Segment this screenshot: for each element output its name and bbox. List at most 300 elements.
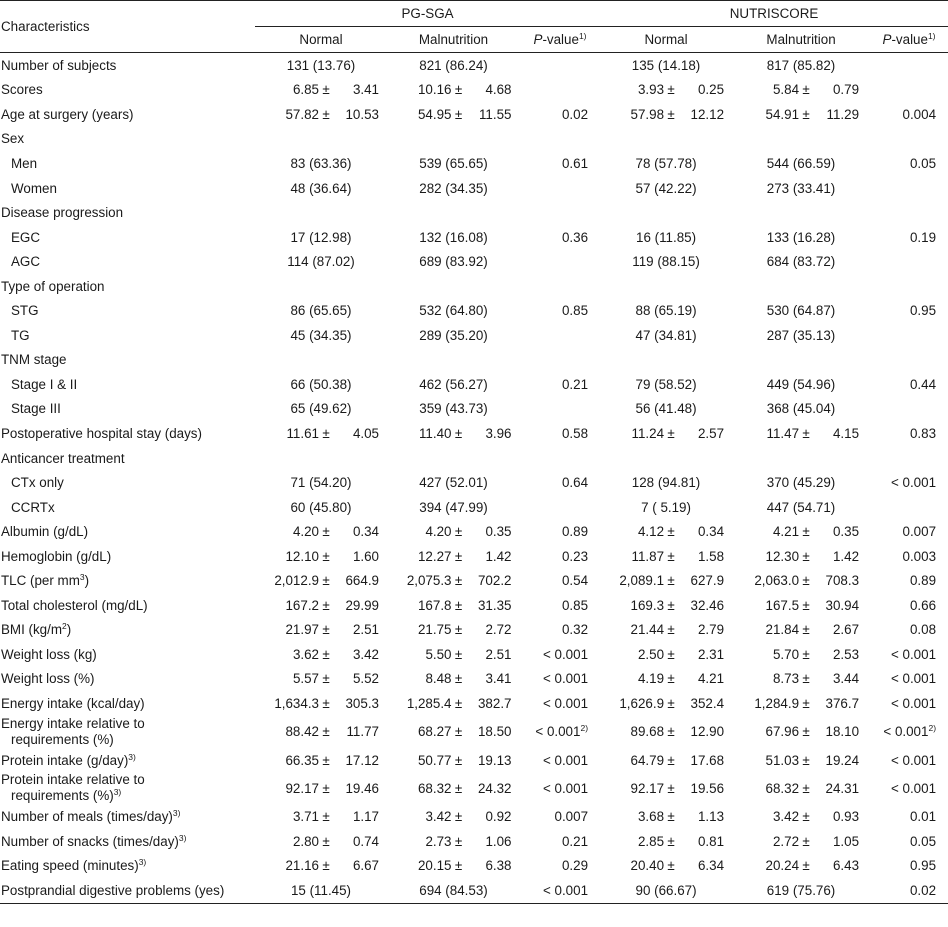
p-value-cell: [870, 53, 948, 78]
sd-value: 708.3: [825, 573, 860, 589]
p-value-cell: 0.95: [909, 303, 937, 319]
value-cell: 427 (52.01): [419, 475, 488, 491]
p-value-cell: 0.007: [554, 809, 589, 825]
plus-minus-sign: ±: [454, 524, 463, 540]
mean-value: 51.03: [765, 752, 800, 768]
row-label: Anticancer treatment: [1, 450, 125, 466]
plus-minus-sign: ±: [322, 106, 330, 122]
p-value-cell: 0.19: [909, 229, 937, 245]
plus-minus-sign: ±: [802, 548, 810, 564]
empty-cell: [600, 200, 732, 225]
row-label: Scores: [1, 82, 43, 98]
sd-value: 3.41: [352, 82, 379, 98]
value-cell: 133 (16.28): [766, 229, 836, 245]
pgsga-normal-header: Normal: [255, 27, 387, 53]
mean-value: 54.95: [417, 106, 452, 122]
empty-cell: [870, 274, 948, 299]
mean-sd-cell: [387, 593, 520, 618]
mean-value: 5.84: [772, 82, 800, 98]
mean-sd-cell: [255, 78, 387, 103]
plus-minus-sign: ±: [454, 646, 463, 662]
sd-value: 2.53: [832, 646, 860, 662]
mean-value: 4.19: [637, 671, 665, 687]
p-value-cell: 0.44: [909, 376, 937, 392]
pgsga-group-header: PG-SGA: [255, 1, 600, 27]
plus-minus-sign: ±: [322, 695, 330, 711]
value-cell: 462 (56.27): [419, 376, 488, 392]
plus-minus-sign: ±: [802, 622, 810, 638]
mean-value: 12.27: [417, 548, 452, 564]
sd-value: 702.2: [477, 573, 512, 589]
p-value-cell: < 0.001: [542, 646, 589, 662]
p-value-cell: 0.83: [909, 425, 937, 441]
value-cell: 689 (83.92): [419, 254, 488, 270]
mean-sd-cell: [732, 618, 870, 643]
sd-value: 12.90: [690, 724, 725, 740]
sd-value: 1.13: [697, 809, 725, 825]
sd-value: 0.35: [485, 524, 512, 540]
mean-sd-cell: [732, 691, 870, 716]
empty-cell: [732, 446, 870, 471]
mean-value: 2,089.1: [619, 573, 665, 589]
row-label: Postprandial digestive problems (yes): [0, 878, 255, 903]
plus-minus-sign: ±: [667, 809, 675, 825]
mean-value: 2.80: [292, 833, 319, 849]
value-cell: 83 (63.36): [290, 155, 352, 171]
mean-value: 10.16: [417, 82, 452, 98]
mean-sd-cell: [255, 748, 387, 773]
p-value-cell: [870, 176, 948, 201]
mean-value: 2.73: [425, 833, 452, 849]
table-row: [0, 249, 948, 274]
value-cell: 131 (13.76): [286, 57, 356, 73]
plus-minus-sign: ±: [454, 622, 463, 638]
mean-sd-cell: [387, 853, 520, 878]
p-value-cell: 0.21: [561, 833, 589, 849]
sd-value: 1.05: [832, 833, 860, 849]
table-row: [0, 878, 948, 903]
plus-minus-sign: ±: [667, 622, 675, 638]
value-cell: 15 (11.45): [255, 878, 387, 903]
row-label: TLC (per $mm^3$): [1, 572, 90, 589]
mean-value: 50.77: [417, 752, 452, 768]
plus-minus-sign: ±: [322, 780, 330, 796]
mean-value: 20.24: [765, 858, 800, 874]
mean-sd-cell: [732, 804, 870, 829]
empty-cell: [870, 200, 948, 225]
mean-value: 57.98: [630, 106, 665, 122]
mean-sd-cell: [255, 544, 387, 569]
plus-minus-sign: ±: [322, 425, 330, 441]
sd-value: 0.81: [697, 833, 725, 849]
value-cell: 135 (14.18): [631, 57, 701, 73]
plus-minus-sign: ±: [802, 671, 810, 687]
pgsga-malnutrition-header: Malnutrition: [387, 27, 520, 53]
p-value-cell: [870, 323, 948, 348]
plus-minus-sign: ±: [802, 597, 810, 613]
plus-minus-sign: ±: [802, 724, 810, 740]
plus-minus-sign: ±: [454, 82, 463, 98]
mean-sd-cell: [387, 667, 520, 692]
sd-value: 0.92: [485, 809, 512, 825]
table-row: [0, 772, 948, 804]
mean-sd-cell: [732, 519, 870, 544]
empty-cell: [870, 127, 948, 152]
table-row: [0, 519, 948, 544]
sd-value: 4.05: [352, 425, 379, 441]
p-value-cell: 0.85: [561, 597, 589, 613]
table-row: [0, 568, 948, 593]
mean-value: 2.85: [637, 833, 665, 849]
mean-sd-cell: [600, 593, 732, 618]
sd-value: 12.12: [690, 106, 725, 122]
row-label: Total cholesterol (mg/dL): [1, 597, 148, 613]
value-cell: 287 (35.13): [766, 327, 836, 343]
value-cell: 821 (86.24): [419, 57, 488, 73]
p-value-cell: 0.32: [561, 622, 589, 638]
sd-value: 4.15: [832, 425, 860, 441]
mean-sd-cell: [600, 544, 732, 569]
mean-sd-cell: [387, 618, 520, 643]
table-row: [0, 716, 948, 748]
mean-value: 1,626.9: [619, 695, 665, 711]
mean-sd-cell: [732, 593, 870, 618]
sd-value: 32.46: [690, 597, 725, 613]
empty-cell: [600, 127, 732, 152]
value-cell: 60 (45.80): [290, 499, 352, 515]
mean-sd-cell: [600, 78, 732, 103]
p-value-cell: [520, 249, 600, 274]
mean-value: 4.12: [637, 524, 665, 540]
value-cell: 619 (75.76): [732, 878, 870, 903]
empty-cell: [520, 200, 600, 225]
sd-value: 3.96: [485, 425, 512, 441]
mean-sd-cell: [255, 804, 387, 829]
sd-value: 2.51: [352, 622, 379, 638]
value-cell: 79 (58.52): [635, 376, 697, 392]
value-cell: 370 (45.29): [766, 475, 836, 491]
plus-minus-sign: ±: [667, 646, 675, 662]
mean-sd-cell: [387, 421, 520, 446]
plus-minus-sign: ±: [322, 671, 330, 687]
mean-value: 4.20: [292, 524, 319, 540]
empty-cell: [520, 446, 600, 471]
sd-value: 31.35: [477, 597, 512, 613]
characteristics-header: Characteristics: [0, 1, 255, 53]
p-value-cell: 0.004: [902, 106, 937, 122]
p-value-cell: < 0.001: [890, 671, 937, 687]
p-value-cell: 0.95: [909, 858, 937, 874]
mean-value: 167.2: [285, 597, 319, 613]
row-label: Men: [11, 155, 38, 171]
value-cell: 273 (33.41): [766, 180, 836, 196]
mean-sd-cell: [255, 691, 387, 716]
mean-value: 57.82: [285, 106, 319, 122]
plus-minus-sign: ±: [802, 780, 810, 796]
mean-sd-cell: [732, 667, 870, 692]
row-label: TG: [11, 327, 30, 343]
row-label: Albumin (g/dL): [1, 524, 89, 540]
empty-cell: [255, 446, 387, 471]
row-label: Energy intake (kcal/day): [1, 695, 145, 711]
mean-value: 2.72: [772, 833, 800, 849]
plus-minus-sign: ±: [667, 780, 675, 796]
sd-value: 1.06: [485, 833, 512, 849]
plus-minus-sign: ±: [322, 622, 330, 638]
empty-cell: [732, 127, 870, 152]
plus-minus-sign: ±: [454, 573, 463, 589]
sd-value: 11.77: [346, 724, 379, 740]
sd-value: 19.46: [345, 780, 379, 796]
sd-value: 376.7: [825, 695, 860, 711]
empty-cell: [387, 200, 520, 225]
p-value-cell: < 0.001: [542, 695, 589, 711]
mean-sd-cell: [732, 568, 870, 593]
mean-value: 11.47: [766, 425, 800, 441]
table-row: [0, 495, 948, 520]
mean-sd-cell: [387, 772, 520, 804]
empty-cell: [732, 274, 870, 299]
plus-minus-sign: ±: [667, 106, 675, 122]
mean-sd-cell: [732, 716, 870, 748]
sd-value: 29.99: [345, 597, 379, 613]
mean-value: 2.50: [637, 646, 665, 662]
p-value-cell: 0.58: [561, 425, 589, 441]
mean-value: 11.24: [631, 425, 665, 441]
plus-minus-sign: ±: [802, 752, 810, 768]
mean-sd-cell: [387, 642, 520, 667]
plus-minus-sign: ±: [667, 548, 675, 564]
mean-sd-cell: [255, 618, 387, 643]
plus-minus-sign: ±: [667, 752, 675, 768]
sd-value: 10.53: [345, 106, 379, 122]
value-cell: 359 (43.73): [419, 401, 488, 417]
mean-value: 21.97: [285, 622, 319, 638]
sd-value: 2.57: [697, 425, 725, 441]
sd-value: 2.51: [485, 646, 512, 662]
p-value-cell: < 0.001: [542, 752, 589, 768]
value-cell: 56 (41.48): [635, 401, 697, 417]
mean-sd-cell: [387, 78, 520, 103]
empty-cell: [255, 127, 387, 152]
value-cell: 114 (87.02): [287, 254, 355, 270]
plus-minus-sign: ±: [454, 724, 463, 740]
value-cell: 289 (35.20): [419, 327, 488, 343]
mean-sd-cell: [732, 78, 870, 103]
sd-value: 0.74: [352, 833, 379, 849]
mean-value: 6.85: [292, 82, 319, 98]
mean-sd-cell: [387, 568, 520, 593]
empty-cell: [520, 348, 600, 373]
row-label: TNM stage: [1, 352, 67, 368]
sd-value: 1.60: [352, 548, 379, 564]
plus-minus-sign: ±: [667, 524, 675, 540]
row-label: STG: [11, 303, 39, 319]
empty-cell: [732, 200, 870, 225]
sd-value: 0.34: [352, 524, 379, 540]
mean-value: 21.75: [417, 622, 452, 638]
sd-value: 352.4: [690, 695, 725, 711]
mean-value: 3.42: [425, 809, 452, 825]
p-value-cell: < $0.001^{2)}$: [883, 723, 937, 740]
sd-value: 19.24: [825, 752, 860, 768]
sd-value: 0.25: [697, 82, 725, 98]
table-row: [0, 804, 948, 829]
p-value-cell: 0.003: [902, 548, 937, 564]
row-label: Protein intake $(g/day)^{3)}$: [1, 751, 136, 768]
p-value-cell: 0.01: [909, 809, 937, 825]
plus-minus-sign: ±: [802, 573, 810, 589]
value-cell: 88 (65.19): [635, 303, 697, 319]
value-cell: 530 (64.87): [766, 303, 836, 319]
mean-sd-cell: [255, 829, 387, 854]
p-value-cell: < 0.001: [890, 646, 937, 662]
table-row: [0, 53, 948, 78]
mean-value: 21.84: [765, 622, 800, 638]
empty-cell: [870, 348, 948, 373]
mean-sd-cell: [732, 421, 870, 446]
p-value-cell: [520, 495, 600, 520]
empty-cell: [870, 446, 948, 471]
table-row: [0, 348, 948, 373]
mean-value: 4.21: [772, 524, 800, 540]
mean-sd-cell: [255, 642, 387, 667]
value-cell: 128 (94.81): [631, 475, 701, 491]
table-row: [0, 200, 948, 225]
p-value-cell: [520, 176, 600, 201]
mean-value: 21.16: [285, 858, 319, 874]
plus-minus-sign: ±: [454, 809, 463, 825]
mean-value: 2,012.9: [274, 573, 319, 589]
empty-cell: [387, 274, 520, 299]
sd-value: 627.9: [690, 573, 725, 589]
row-label: EGC: [11, 229, 41, 245]
table-row: [0, 642, 948, 667]
mean-value: 92.17: [285, 780, 319, 796]
plus-minus-sign: ±: [802, 809, 810, 825]
mean-sd-cell: [255, 772, 387, 804]
empty-cell: [600, 348, 732, 373]
row-label: Protein intake relative to requirements (%)$^{3)}$: [1, 772, 145, 804]
table-row: [0, 421, 948, 446]
value-cell: 532 (64.80): [419, 303, 488, 319]
p-value-cell: 0.05: [909, 155, 937, 171]
value-cell: 66 (50.38): [290, 376, 352, 392]
p-value-cell: 0.05: [909, 833, 937, 849]
mean-sd-cell: [255, 667, 387, 692]
value-cell: 539 (65.65): [419, 155, 488, 171]
row-label: CTx only: [11, 475, 64, 491]
plus-minus-sign: ±: [454, 106, 463, 122]
table-row: [0, 151, 948, 176]
plus-minus-sign: ±: [322, 646, 330, 662]
p-value-cell: 0.02: [870, 878, 948, 903]
row-label: BMI $(kg/m^2)$: [1, 621, 72, 638]
plus-minus-sign: ±: [322, 573, 330, 589]
mean-sd-cell: [600, 716, 732, 748]
plus-minus-sign: ±: [322, 548, 330, 564]
empty-cell: [387, 348, 520, 373]
p-value-cell: 0.36: [561, 229, 589, 245]
plus-minus-sign: ±: [667, 671, 675, 687]
mean-value: 11.87: [631, 548, 665, 564]
table-row: [0, 127, 948, 152]
p-value-cell: 0.23: [561, 548, 589, 564]
plus-minus-sign: ±: [454, 671, 463, 687]
row-label: CCRTx: [11, 499, 55, 515]
sd-value: 11.55: [478, 106, 512, 122]
table-row: [0, 397, 948, 422]
empty-cell: [600, 274, 732, 299]
nutriscore-normal-header: Normal: [600, 27, 732, 53]
mean-sd-cell: [387, 716, 520, 748]
row-label: Hemoglobin (g/dL): [1, 548, 112, 564]
plus-minus-sign: ±: [667, 833, 675, 849]
mean-sd-cell: [255, 102, 387, 127]
value-cell: 16 (11.85): [636, 229, 697, 245]
p-value-cell: [870, 78, 948, 103]
mean-value: 68.32: [765, 780, 800, 796]
p-value-cell: [520, 78, 600, 103]
mean-sd-cell: [387, 102, 520, 127]
sd-value: 1.42: [485, 548, 512, 564]
p-value-cell: < 0.001: [890, 752, 937, 768]
p-value-cell: 0.85: [561, 303, 589, 319]
mean-value: 67.96: [765, 724, 800, 740]
table-row: [0, 691, 948, 716]
value-cell: 71 (54.20): [290, 475, 352, 491]
value-cell: 47 (34.81): [635, 327, 697, 343]
plus-minus-sign: ±: [802, 425, 810, 441]
p-value-cell: 0.08: [909, 622, 937, 638]
sd-value: 17.12: [345, 752, 379, 768]
plus-minus-sign: ±: [667, 573, 675, 589]
mean-sd-cell: [732, 772, 870, 804]
sd-value: 3.42: [352, 646, 379, 662]
value-cell: 368 (45.04): [766, 401, 836, 417]
table-row: [0, 176, 948, 201]
mean-value: 2,063.0: [754, 573, 800, 589]
mean-value: 8.73: [772, 671, 800, 687]
mean-sd-cell: [600, 829, 732, 854]
mean-value: 5.70: [772, 646, 800, 662]
plus-minus-sign: ±: [322, 597, 330, 613]
p-value-cell: 0.89: [561, 524, 589, 540]
value-cell: 78 (57.78): [635, 155, 697, 171]
row-label: Type of operation: [1, 278, 105, 294]
sd-value: 664.9: [345, 573, 379, 589]
p-value-cell: 0.61: [561, 155, 589, 171]
plus-minus-sign: ±: [454, 858, 463, 874]
plus-minus-sign: ±: [322, 82, 330, 98]
value-cell: 694 (84.53): [387, 878, 520, 903]
p-value-cell: [520, 53, 600, 78]
sd-value: 2.31: [697, 646, 725, 662]
mean-sd-cell: [600, 853, 732, 878]
p-value-cell: < 0.001: [542, 671, 589, 687]
mean-value: 3.71: [292, 809, 319, 825]
sd-value: 6.38: [485, 858, 512, 874]
sd-value: 382.7: [477, 695, 512, 711]
mean-value: 4.20: [425, 524, 452, 540]
mean-value: 8.48: [425, 671, 452, 687]
sd-value: 6.34: [697, 858, 725, 874]
mean-sd-cell: [600, 519, 732, 544]
table-row: [0, 372, 948, 397]
mean-value: 5.57: [292, 671, 319, 687]
sd-value: 19.13: [477, 752, 512, 768]
plus-minus-sign: ±: [322, 524, 330, 540]
